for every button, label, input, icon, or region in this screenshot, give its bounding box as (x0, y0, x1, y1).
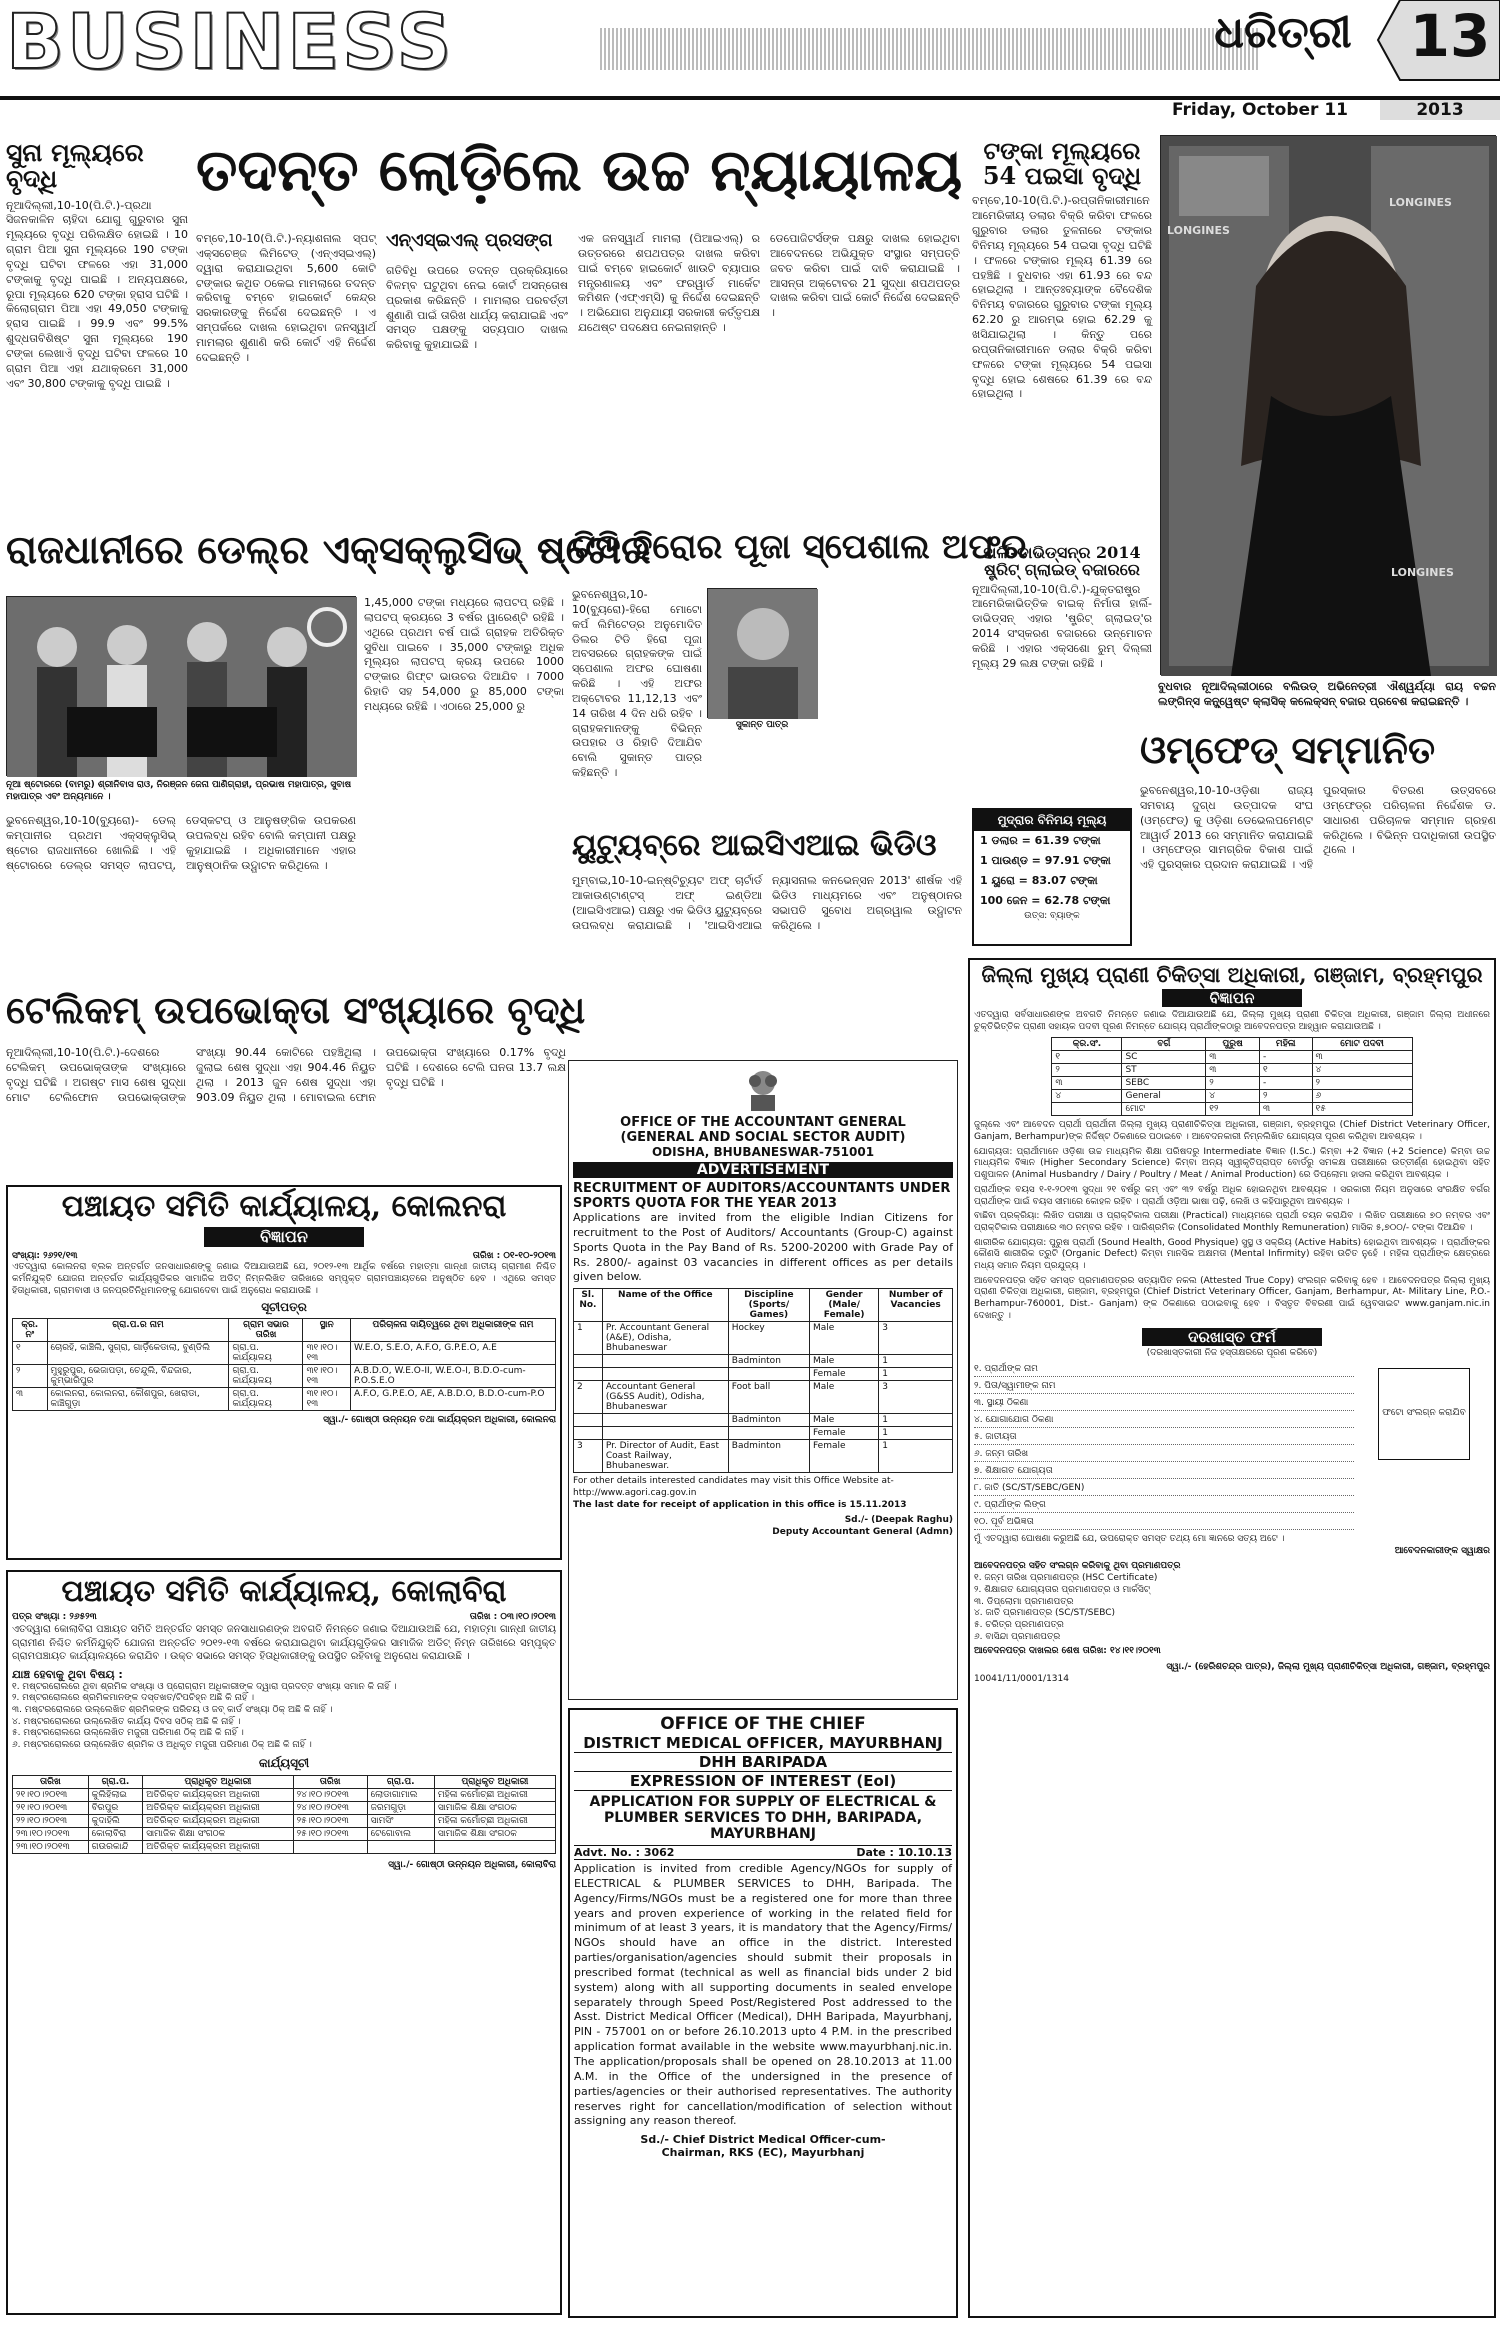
rate-row: 1 ପାଉଣ୍ଡ = 97.91 ଟଙ୍କା (980, 854, 1111, 867)
table-row (574, 1355, 953, 1368)
story-text: ନୂଆଦିଲ୍ଲୀ,10-10(ପି.ଟି.)-ଯୁକ୍ତରାଷ୍ଟ୍ର ଆମେରିକାଭିତ୍ତିକ ବାଇକ୍ ନିର୍ମାତା ହାର୍ଲି-ଡାଭିଡ୍ସନ୍ ଏହାର 'ଷ୍ଟ୍ରିଟ୍ ଗ୍ଲାଇଡ୍'ର 2014 ସଂସ୍କରଣ ବଜାରରେ ଉନ୍ମୋଚନ କରିଛି । ଏହାର ଏକ୍ସଶୋ ରୁମ୍ ଦିଲ୍ଲୀ ମୂଲ୍ୟ 29 ଲକ୍ଷ ଟଙ୍କା ରହିଛି । (972, 582, 1152, 670)
ad-signature: Sd./- Chief District Medical Officer-cum- (640, 2133, 886, 2147)
story-text: ନୂଆଦିଲ୍ଲୀ,10-10(ପି.ଟି.)-ପ୍ରଥା ସିଜନକାଳିନ ଚାହିଦା ଯୋଗୁ ଗୁରୁବାର ସୁନା ମୂଲ୍ୟରେ ବୃଦ୍ଧି ପରିଲକ୍ଷିତ ହୋଇଛି । 10 ଗ୍ରାମ ପିଆ ସୁନା ମୂଲ୍ୟରେ 190 ଟଙ୍କା ବୃଦ୍ଧି ଘଟିବା ଫଳରେ ଏହା 31,000 ଟଙ୍କାକୁ ବୃଦ୍ଧି ପାଇଛି । ଅନ୍ୟପକ୍ଷରେ, ରୂପା ମୂଲ୍ୟରେ 620 ଟଙ୍କା ହ୍ରାସ ଘଟିଛି । କିଲୋଗ୍ରାମ ପିଆ ଏହା 49,050 ଟଙ୍କାକୁ ହ୍ରାସ ପାଇଛି । 99.9 ଏବଂ 99.5% ଶୁଦ୍ଧତାବିଶିଷ୍ଟ ସୁନା ମୂଲ୍ୟରେ 190 ଟଙ୍କା ଲେଖାଏଁ ବୃଦ୍ଧି ଘଟିବା ଫଳରେ 10 ଗ୍ରାମ ପିଆ ଏହା ଯଥାକ୍ରମେ 31,000 ଏବଂ 30,800 ଟଙ୍କାକୁ ବୃଦ୍ଧି ପାଇଛି । (6, 198, 188, 390)
ad-date: ତାରିଖ : ୦୧-୧୦-୨୦୧୩ (472, 1250, 556, 1261)
table-cell (602, 1414, 728, 1427)
exchange-rates-box (972, 808, 1132, 946)
form-field[interactable]: ୧. ପ୍ରାର୍ଥୀଙ୍କ ନାମ (974, 1364, 1354, 1377)
table-cell (1052, 1103, 1122, 1116)
photo-box-label: ଫଟୋ ସଂଲଗ୍ନ କରାଯିବ (1382, 1408, 1466, 1419)
table-cell: ୨୧।୧୦।୨୦୧୩ (13, 1788, 89, 1801)
ad-paragraph: ଶାରୀରିକ ଯୋଗ୍ୟତା: ପୁରୁଷ ପ୍ରାର୍ଥୀ (Sound Health, Good Physique) ସୁସ୍ଥ ଓ ସକ୍ରିୟ (Active Habits) ହୋଇଥିବା ଆବଶ୍ୟକ । ପ୍ରାର୍ଥୀଙ୍କର କୌଣସି ଶାରୀରିକ ତ୍ରୁଟି (Organic Defect) କିମ୍ବା ମାନସିକ ଅକ୍ଷମତା (Mental Infirmity) ରହିବା ଉଚିତ ନୁହେଁ । ମହିଳା ପ୍ରାର୍ଥୀଙ୍କ କ୍ଷେତ୍ରରେ ମଧ୍ୟ ସମାନ ନିୟମ ପ୍ରଯୁଜ୍ୟ । (974, 1237, 1490, 1271)
table-cell: SEBC (1122, 1077, 1206, 1090)
table-header: ପ୍ରାଧିକୃତ ଅଧିକାରୀ (434, 1775, 555, 1788)
table-cell: ST (1122, 1064, 1206, 1077)
table-cell: ଲୋଡାଗାମାଲ (367, 1788, 434, 1801)
ad-paragraph: ଆବେଦନପତ୍ର ସହିତ ସମସ୍ତ ପ୍ରମାଣପତ୍ରର ସତ୍ୟାପିତ ନକଲ (Attested True Copy) ସଂଲଗ୍ନ କରିବାକୁ ହେବ । ଆବେଦନପତ୍ର ଜିଲ୍ଲା ମୁଖ୍ୟ ପ୍ରାଣୀ ଚିକିତ୍ସା ଅଧିକାରୀ, ଗଞ୍ଜାମ, ବ୍ରହ୍ମପୁର (Chief District Veterinary Officer, Ganjam, Berhampur, At- Military Line, P.O.- Berhampur-760001, Dist.- Ganjam) ଙ୍କ ଠିକଣାରେ ପଠାଇବାକୁ ହେବ । ବିସ୍ତୃତ ବିବରଣୀ ପାଇଁ ୱେବସାଇଟ www.ganjam.nic.in ଦେଖନ୍ତୁ । (974, 1275, 1490, 1321)
story-col-2: ଗତିବିଧି ଉପରେ ତଦନ୍ତ ପ୍ରକ୍ରିୟାରେ ବିଳମ୍ବ ଘଟୁଥିବା ନେଇ କୋର୍ଟ ଅସନ୍ତୋଷ ପ୍ରକାଶ କରିଛନ୍ତି । ମାମଲାର ପରବର୍ତ୍ତୀ ଶୁଣାଣି ପାଇଁ ତାରିଖ ଧାର୍ଯ୍ୟ କରାଯାଇଛି ଏବଂ ସମସ୍ତ ପକ୍ଷଙ୍କୁ ସତ୍ୟପାଠ ଦାଖଲ କରିବାକୁ କୁହାଯାଇଛି । (386, 264, 568, 352)
table-cell: Female (809, 1427, 878, 1440)
ad-intro: ଏତଦ୍ୱାରା ସର୍ବସାଧାରଣଙ୍କ ଅବଗତି ନିମନ୍ତେ ଜଣାଇ ଦିଆଯାଉଅଛି ଯେ, ଜିଲ୍ଲା ମୁଖ୍ୟ ପ୍ରାଣୀ ଚିକିତ୍ସା ଅଧିକାରୀ, ଗଞ୍ଜାମ ଜିଲ୍ଲା ଅଧୀନରେ ଚୁକ୍ତିଭିତ୍ତିକ ପ୍ରାଣୀ ସହାୟକ ପଦବୀ ପୂରଣ ନିମନ୍ତେ ଯୋଗ୍ୟ ପ୍ରାର୍ଥୀଙ୍କଠାରୁ ଆବେଦନପତ୍ର ଆହ୍ୱାନ କରାଯାଉଅଛି । (974, 1010, 1490, 1032)
ad-line-5: APPLICATION FOR SUPPLY OF ELECTRICAL & PLUMBER SERVICES TO DHH, BARIPADA, MAYURBHANJ (589, 1794, 937, 1842)
table-cell: ସାମାଜିକ ଶିକ୍ଷା ସଂଗଠକ (143, 1827, 293, 1840)
vacancy-table (573, 1288, 953, 1473)
table-cell: Pr. Accountant General (A&E), Odisha, Bhubaneswar (602, 1322, 728, 1355)
table-cell: ଅତିରିକ୍ତ କାର୍ଯ୍ୟକ୍ରମ ଅଧିକାରୀ (143, 1788, 293, 1801)
omfed-story (1140, 727, 1496, 945)
table-cell: 1 (879, 1368, 953, 1381)
masthead-stripe (600, 28, 1260, 70)
table-header: Name of the Office (602, 1289, 728, 1322)
ad-line-4: EXPRESSION OF INTEREST (EoI) (574, 1771, 952, 1791)
ad-signature-title: Chairman, RKS (EC), Mayurbhanj (661, 2146, 865, 2160)
check-item: ୨. ମଷ୍ଟରରୋଲରେ ଶ୍ରମିକମାନଙ୍କ ଦସ୍ତଖତ/ଟିପଚିହ୍ନ ଅଛି କି ନାହିଁ । (12, 1693, 255, 1704)
table-cell: Badminton (728, 1355, 809, 1368)
story-text: ମୁମ୍ବାଇ,10-10-ଇନ୍ଷ୍ଟିଚ୍ୟୁଟ ଅଫ୍ ଚାର୍ଟାର୍ଡ ଆକାଉଣ୍ଟାଣ୍ଟସ୍ ଅଫ୍ ଇଣ୍ଡିଆ (ଆଇସିଏଆଇ) ପକ୍ଷରୁ ଏକ ଭିଡିଓ ୟୁଟ୍ୟୁବ୍ରେ ଉପଲବ୍ଧ କରାଯାଇଛି । 'ଆଇସିଏଆଇ ନ୍ୟାସନାଲ କନଭେନ୍ସନ 2013' ଶୀର୍ଷକ ଏହି ଭିଡିଓ ମାଧ୍ୟମରେ ଏବଂ ଅନୁଷ୍ଠାନର ସଭାପତି ସୁବୋଧ ଅଗ୍ରୱାଲ ଉଦ୍ଘାଟନ କରିଥିଲେ । (572, 874, 962, 932)
dell-photo (6, 596, 356, 776)
photo-figure (1161, 136, 1497, 676)
table-row (13, 1801, 556, 1814)
table-cell: A.B.D.O, W.E.O-II, W.E.O-I, B.D.O-cum-P.O.S.E.O (350, 1365, 555, 1388)
table-cell (728, 1427, 809, 1440)
form-field[interactable]: ୫. ଜାତୀୟତା (974, 1432, 1354, 1445)
table-cell: କୋଲନରା, କୋଲନରା, କୌଶପୁର, ଖେରାଡା, କାଞ୍ଚିଗୁଡ଼ା (47, 1388, 229, 1411)
ad-date: Date : 10.10.13 (856, 1846, 952, 1859)
table-row (13, 1342, 556, 1365)
headline: ତଦନ୍ତ ଲୋଡ଼ିଲେ ଉଚ୍ଚ ନ୍ୟାୟାଳୟ (196, 136, 963, 204)
table-cell: ୧୫ (1312, 1103, 1412, 1116)
table-cell: A.F.O, G.P.E.O, AE, A.B.D.O, B.D.O-cum-P.O (350, 1388, 555, 1411)
table-cell: ସାମାଜିକ ଶିକ୍ଷା ସଂଗଠକ (434, 1827, 555, 1840)
form-fields (974, 1364, 1354, 1530)
table-cell: ୨୫।୧୦।୨୦୧୩ (293, 1827, 367, 1840)
headline: ସୁନା ମୂଲ୍ୟରେ ବୃଦ୍ଧି (6, 138, 144, 194)
table-header: ଗ୍ରା.ପ. (367, 1775, 434, 1788)
telecom-story (6, 987, 586, 1180)
table-cell: SC (1122, 1051, 1206, 1064)
headline: ଟେଲିକମ୍ ଉପଭୋକ୍ତା ସଂଖ୍ୟାରେ ବୃଦ୍ଧି (6, 987, 586, 1032)
headline: ହାର୍ଲି-ଡାଭିଡ୍ସନ୍ର 2014 ଷ୍ଟ୍ରିଟ୍ ଗ୍ଲାଇଡ୍ ବଜାରରେ (983, 543, 1141, 579)
story-col-4: ଡେପୋଜିଟର୍ସଙ୍କ ପକ୍ଷରୁ ଦାଖଲ ହୋଇଥିବା ଆବେଦନରେ ଅଭିଯୁକ୍ତ ସଂସ୍ଥାର ସମ୍ପତ୍ତି ଜବତ କରିବା ପାଇଁ ଦାବି କରାଯାଇଛି । ଆସନ୍ତା ଅକ୍ଟୋବର 21 ସୁଦ୍ଧା ଶପଥପତ୍ର ଦାଖଲ କରିବା ପାଇଁ କୋର୍ଟ ନିର୍ଦ୍ଦେଶ ଦେଇଛନ୍ତି । (770, 232, 960, 320)
headline: ଟିଡି ହିରୋର ପୂଜା ସ୍ପେଶାଲ ଅଫର (572, 527, 1027, 567)
ad-title: ପଞ୍ଚାୟତ ସମିତି କାର୍ଯ୍ୟାଳୟ, କୋଲନରା (61, 1189, 507, 1224)
table-cell (434, 1840, 555, 1853)
signature-label: ଆବେଦନକାରୀଙ୍କ ସ୍ୱାକ୍ଷର (1394, 1545, 1490, 1556)
table-cell: ଟେଗୋବାଲ (367, 1827, 434, 1840)
table-header: ଗ୍ରା.ପ.ର ନାମ (47, 1319, 229, 1342)
form-field[interactable]: ୨. ପିତା/ସ୍ୱାମୀଙ୍କ ନାମ (974, 1381, 1354, 1394)
table-cell: General (1122, 1090, 1206, 1103)
doc-item: ୬. ବାସିନ୍ଦା ପ୍ରମାଣପତ୍ର (974, 1631, 1061, 1642)
table-cell: କୋଲାବିରା (88, 1827, 143, 1840)
ad-line-4: ADVERTISEMENT (573, 1162, 953, 1178)
panchayat-kolnara-ad (6, 1185, 562, 1560)
table-cell: Hockey (728, 1322, 809, 1355)
table-cell: ୬ (1312, 1090, 1412, 1103)
table-cell: - (1259, 1051, 1312, 1064)
table-header: ଗ୍ରା.ପ. (88, 1775, 143, 1788)
cdvo-ganjam-ad (968, 958, 1496, 2318)
table-cell: ମୁହୁରୁପୁର, ଭେଜାପଡ଼ା, ଚେନ୍ଦୁଲି, ବିନ୍ଦଜାର, କୁମ୍ଭାରିପୁର (47, 1365, 229, 1388)
table-row (1052, 1051, 1412, 1064)
panchayat-kolabira-ad (6, 1570, 562, 2315)
rate-row: 100 ଜେନ = 62.78 ଟଙ୍କା (980, 894, 1111, 907)
table-cell (728, 1368, 809, 1381)
rate-row: 1 ୟୁରୋ = 83.07 ଟଙ୍କା (980, 874, 1098, 887)
headline: ରାଜଧାନୀରେ ଡେଲ୍ର ଏକ୍ସକ୍ଲୁସିଭ୍ ଷ୍ଟୋର (6, 527, 651, 573)
table-cell: ୨ (1312, 1077, 1412, 1090)
table-cell: ଗ୍ରା.ପ. କାର୍ଯ୍ୟାଳୟ (229, 1365, 303, 1388)
table-row (1052, 1103, 1412, 1116)
table-cell: ୨ (1259, 1090, 1312, 1103)
ad-ref-row (12, 1251, 556, 1263)
ad-date: ତାରିଖ : ୦୩।୧୦।୨୦୧୩ (469, 1611, 556, 1622)
table-cell: ୧ (13, 1342, 48, 1365)
dell-photo-figure (7, 597, 357, 777)
last-date: ଆବେଦନପତ୍ର ଦାଖଲର ଶେଷ ତାରିଖ: ୧୪।୧୧।୨୦୧୩ (974, 1646, 1161, 1657)
table-cell (602, 1368, 728, 1381)
table-cell: ଅତିରିକ୍ତ କାର୍ଯ୍ୟକ୍ରମ ଅଧିକାରୀ (143, 1840, 293, 1853)
table-cell: Female (809, 1440, 878, 1473)
check-item: ୩. ମଷ୍ଟରରୋଲରେ ଉଲ୍ଲେଖିତ ଶ୍ରମିକଙ୍କ ପରିଚୟ ଓ ଜବ୍ କାର୍ଡ ସଂଖ୍ୟା ଠିକ୍ ଅଛି କି ନାହିଁ । (12, 1705, 333, 1716)
masthead (0, 0, 1500, 120)
table-cell: ୨୧।୧୦।୨୦୧୩ (13, 1801, 89, 1814)
table-cell: Male (809, 1322, 878, 1355)
table-cell: Male (809, 1381, 878, 1414)
rates-title: ମୁଦ୍ରାର ବିନିମୟ ମୂଲ୍ୟ (974, 810, 1130, 831)
table-row (13, 1814, 556, 1827)
headline: ୟୁଟ୍ୟୁବ୍ରେ ଆଇସିଏଆଇ ଭିଡିଓ (572, 828, 937, 863)
table-header: Sl. No. (574, 1289, 603, 1322)
table-cell: 1 (879, 1355, 953, 1368)
kolnara-schedule-table (12, 1318, 556, 1411)
form-field[interactable]: ୯. ପ୍ରାର୍ଥୀଙ୍କ ଲିଙ୍ଗ (974, 1500, 1354, 1513)
form-field[interactable]: ୩. ସ୍ଥାୟୀ ଠିକଣା (974, 1398, 1354, 1411)
table-cell: ଗ୍ରା.ପ. କାର୍ଯ୍ୟାଳୟ (229, 1388, 303, 1411)
table-header: Gender (Male/ Female) (809, 1289, 878, 1322)
table-cell: 3 (879, 1381, 953, 1414)
table-cell: ୧ (1259, 1064, 1312, 1077)
ad-line-1: OFFICE OF THE CHIEF (660, 1714, 866, 1734)
ad-ref: ସଂଖ୍ୟା: ୨୬୨୧/୧୩ (12, 1250, 78, 1261)
dell-text-2: 1,45,000 ଟଙ୍କା ମଧ୍ୟରେ ଲାପଟପ୍ ରହିଛି । ଲାପଟପ୍ କ୍ରୟରେ 3 ବର୍ଷର ୱାରେଣ୍ଟି ରହିଛି । ଏଥିରେ ପ୍ରଥମ ବର୍ଷ ପାଇଁ ଗ୍ରାହକ ଅତିରିକ୍ତ ସୁବିଧା ପାଇବେ । 35,000 ଟଙ୍କାରୁ ଅଧିକ ମୂଲ୍ୟର ଲାପଟପ୍ କ୍ରୟ ଉପରେ 1000 ଟଙ୍କାର ଗିଫ୍ଟ ଭାଉଚର ଦିଆଯିବ । 7000 ରିହାତି ସହ 54,000 ରୁ 85,000 ଟଙ୍କା ମଧ୍ୟରେ ରହିଛି । ଏଠାରେ 25,000 ରୁ (364, 596, 564, 713)
check-item: ୬. ମଷ୍ଟରରୋଲରେ ଉଲ୍ଲେଖିତ ଶ୍ରମିକ ଓ ଅଧିକୃତ ମଜୁରୀ ପରିମାଣ ଠିକ୍ ଅଛି କି ନାହିଁ । (12, 1740, 312, 1751)
doc-item: ୧. ଜନ୍ମ ତାରିଖ ପ୍ରମାଣପତ୍ର (HSC Certificate) (974, 1573, 1158, 1584)
application-form (974, 1364, 1490, 1530)
table-cell (574, 1368, 603, 1381)
table-cell: Badminton (728, 1414, 809, 1427)
table-header: କ୍ର. ନଂ (13, 1319, 48, 1342)
table-row (13, 1788, 556, 1801)
table-cell: ୩ (1052, 1077, 1122, 1090)
form-subtitle: (ଦରଖାସ୍ତକାରୀ ନିଜ ହସ୍ତାକ୍ଷରରେ ପୂରଣ କରିବେ) (1146, 1348, 1318, 1359)
table-cell: ୨୨।୧୦।୨୦୧୩ (13, 1814, 89, 1827)
ad-ref: Advt. No. : 3062 (574, 1846, 675, 1859)
table-cell: W.E.O, S.E.O, A.F.O, G.P.E.O, A.E (350, 1342, 555, 1365)
table-cell: ୨୩।୧୦।୨୦୧୩ (13, 1827, 89, 1840)
table-header: କ୍ର.ସଂ. (1052, 1038, 1122, 1051)
table-cell: ୩୧।୧୦।୧୩ (303, 1365, 351, 1388)
table-header: ପୁରୁଷ (1206, 1038, 1260, 1051)
ad-sub2: କାର୍ଯ୍ୟସୂଚୀ (258, 1755, 310, 1770)
story-text: ନୂଆଦିଲ୍ଲୀ,10-10(ପି.ଟି.)-ଦେଶରେ ଟେଲିକମ୍ ଉପଭୋକ୍ତାଙ୍କ ସଂଖ୍ୟାରେ ବୃଦ୍ଧି ଘଟିଛି । ଅଗଷ୍ଟ ମାସ ଶେଷ ସୁଦ୍ଧା ମୋଟ ଟେଲିଫୋନ ଉପଭୋକ୍ତାଙ୍କ ସଂଖ୍ୟା 90.44 କୋଟିରେ ପହଞ୍ଚିଥିଲା । ଜୁଲାଇ ଶେଷ ସୁଦ୍ଧା ଏହା 904.46 ନିୟୁତ ଥିଲା । 2013 ଜୁନ ଶେଷ ସୁଦ୍ଧା ଏହା 903.09 ନିୟୁତ ଥିଲା । ମୋବାଇଲ ଫୋନ ଉପଭୋକ୍ତା ସଂଖ୍ୟାରେ 0.17% ବୃଦ୍ଧି ଘଟିଛି । ଦେଶରେ ଟେଲି ଘନତା 13.7 ଲକ୍ଷ ବୃଦ୍ଧି ଘଟିଛି । (6, 1046, 566, 1104)
table-cell: ଗଉରକାନ୍ଦି (88, 1840, 143, 1853)
table-cell: Male (809, 1355, 878, 1368)
table-header: ଗ୍ରାମ ସଭାର ତାରିଖ (229, 1319, 303, 1342)
table-cell: 3 (574, 1440, 603, 1473)
story-col-3: ଏକ ଜନସ୍ୱାର୍ଥ ମାମଲା (ପିଆଇଏଲ୍) ର ଉତ୍ତରରେ ଶପଥପତ୍ର ଦାଖଲ କରିବା ପାଇଁ ବମ୍ବେ ହାଇକୋର୍ଟ ଖାଉଟି ବ୍ୟାପାର ମନ୍ତ୍ରଣାଳୟ ଏବଂ ଫରୱାର୍ଡ ମାର୍କେଟ କମିଶନ (ଏଫ୍ଏମ୍ସି) କୁ ନିର୍ଦ୍ଦେଶ ଦେଇଛନ୍ତି । ଅଭିଯୋଗ ଅନୁଯାୟୀ ସରକାରୀ କର୍ତ୍ତୃପକ୍ଷ ଯଥେଷ୍ଟ ପଦକ୍ଷେପ ନେଇନାହାନ୍ତି । (578, 232, 760, 335)
form-field[interactable]: ୮. ଜାତି (SC/ST/SEBC/GEN) (974, 1483, 1354, 1496)
photo-box (1378, 1368, 1470, 1460)
table-cell: ୨ (13, 1365, 48, 1388)
court-story (196, 136, 963, 522)
ad-line-1: OFFICE OF THE ACCOUNTANT GENERAL (620, 1115, 906, 1130)
ad-line-3: ODISHA, BHUBANESWAR-751001 (651, 1145, 875, 1159)
puja-text: ଭୁବନେଶ୍ୱର,10-10(ବ୍ୟୁରୋ)-ହିରୋ ମୋଟୋ କର୍ପ ଲିମିଟେଡ୍ର ଅନୁମୋଦିତ ଡିଲର ଟିଡି ହିରୋ ପୂଜା ଅବସରରେ ଗ୍ରାହକଙ୍କ ପାଇଁ ସ୍ପେଶାଲ ଅଫର ଘୋଷଣା କରିଛି । ଏହି ଅଫର ଅକ୍ଟୋବର 11,12,13 ଏବଂ 14 ତାରିଖ 4 ଦିନ ଧରି ରହିବ । ଗ୍ରାହକମାନଙ୍କୁ ବିଭିନ୍ନ ଉପହାର ଓ ରିହାତି ଦିଆଯିବ ବୋଲି ସୁକାନ୍ତ ପାତ୍ର କହିଛନ୍ତି । (572, 588, 702, 780)
headline: ଟଙ୍କା ମୂଲ୍ୟରେ 54 ପଇସା ବୃଦ୍ଧି (982, 136, 1142, 191)
table-cell: 2 (574, 1381, 603, 1414)
table-cell: 3 (879, 1322, 953, 1355)
story-col-1: ବମ୍ବେ,10-10(ପି.ଟି.)-ନ୍ୟାଶନାଲ ସ୍ପଟ୍ ଏକ୍ସଚେଞ୍ଜ ଲିମିଟେଡ୍ (ଏନ୍ଏସ୍ଇଏଲ୍) ଦ୍ୱାରା କରାଯାଇଥିବା 5,600 କୋଟି ଟଙ୍କାର କଥିତ ଠକେଇ ମାମଲାରେ ତଦନ୍ତ କରିବାକୁ ବମ୍ବେ ହାଇକୋର୍ଟ କେନ୍ଦ୍ର ସରକାରଙ୍କୁ ନିର୍ଦ୍ଦେଶ ଦେଇଛନ୍ତି । ଏ ସମ୍ପର୍କରେ ଦାଖଲ ହୋଇଥିବା ଜନସ୍ୱାର୍ଥ ମାମଲାର ଶୁଣାଣି କରି କୋର୍ଟ ଏହି ନିର୍ଦ୍ଦେଶ ଦେଇଛନ୍ତି । (196, 232, 376, 364)
photo-sign-3: LONGINES (1391, 566, 1454, 579)
table-cell: ୨୫।୧୦।୨୦୧୩ (293, 1814, 367, 1827)
table-cell: ୩ (1206, 1051, 1260, 1064)
table-row (574, 1414, 953, 1427)
headline: ଓମ୍ଫେଡ୍ ସମ୍ମାନିତ (1140, 727, 1436, 772)
table-cell: ୩ (1312, 1051, 1412, 1064)
cdmo-ad (568, 1708, 958, 2318)
table-cell: ୩୧।୧୦।୧୩ (303, 1342, 351, 1365)
table-cell (574, 1414, 603, 1427)
ad-body: ଏତଦ୍ୱାରା କୋଲାବିରା ପଞ୍ଚାୟତ ସମିତି ଅନ୍ତର୍ଗତ ସମସ୍ତ ଜନସାଧାରଣଙ୍କ ଅବଗତି ନିମନ୍ତେ ଜଣାଇ ଦିଆଯାଉଅଛି ଯେ, ମହାତ୍ମା ଗାନ୍ଧୀ ଜାତୀୟ ଗ୍ରାମୀଣ ନିଶ୍ଚିତ କର୍ମନିଯୁକ୍ତି ଯୋଜନା ଅନ୍ତର୍ଗତ ୨୦୧୨-୧୩ ବର୍ଷରେ କରାଯାଇଥିବା କାର୍ଯ୍ୟଗୁଡ଼ିକର ସାମାଜିକ ଅଡିଟ୍ ନିମ୍ନ ତାରିଖରେ ସମ୍ପୃକ୍ତ ଗ୍ରାମପଞ୍ଚାୟତ କାର୍ଯ୍ୟାଳୟରେ କରାଯିବ । ଉକ୍ତ ସଭାରେ ସମସ୍ତ ହିତାଧିକାରୀଙ୍କୁ ଉପସ୍ଥିତ ରହିବାକୁ ଅନୁରୋଧ କରାଯାଉଛି । (12, 1624, 556, 1663)
table-cell: ୩ (13, 1388, 48, 1411)
doc-item: ୨. ଶିକ୍ଷାଗତ ଯୋଗ୍ୟତାର ପ୍ରମାଣପତ୍ର ଓ ମାର୍କସିଟ୍ (974, 1584, 1150, 1595)
ad-title: ଜିଲ୍ଲା ମୁଖ୍ୟ ପ୍ରାଣୀ ଚିକିତ୍ସା ଅଧିକାରୀ, ଗଞ୍ଜାମ, ବ୍ରହ୍ମପୁର (981, 962, 1483, 987)
table-cell: କୁଦାହିଲି (88, 1814, 143, 1827)
ad-line-2: (GENERAL AND SOCIAL SECTOR AUDIT) (620, 1130, 906, 1145)
puja-caption: ସୁକାନ୍ତ ପାତ୍ର (735, 720, 789, 730)
story-text: ଭୁବନେଶ୍ୱର,10-10-ଓଡ଼ିଶା ରାଜ୍ୟ ସମବାୟ ଦୁଗ୍ଧ ଉତ୍ପାଦକ ସଂଘ (ଓମ୍ଫେଡ୍) କୁ ଓଡ଼ିଶା ଡେଭେଲପମେଣ୍ଟ ଆୱାର୍ଡ 2013 ରେ ସମ୍ମାନିତ କରାଯାଇଛି । ଓମ୍ଫେଡ୍ର ସାମଗ୍ରିକ ବିକାଶ ପାଇଁ ଏହି ପୁରସ୍କାର ପ୍ରଦାନ କରାଯାଇଛି । ଏହି ପୁରସ୍କାର ବିତରଣ ଉତ୍ସବରେ ଓମ୍ଫେଡ୍ର ପରିଚାଳନା ନିର୍ଦ୍ଦେଶକ ଡ. ସାଧାରଣ ପରିଚାଳକ ସମ୍ମାନ ଗ୍ରହଣ କରିଥିଲେ । ବିଭିନ୍ନ ପଦାଧିକାରୀ ଉପସ୍ଥିତ ଥିଲେ । (1140, 784, 1496, 872)
form-title: ଦରଖାସ୍ତ ଫର୍ମ (1142, 1328, 1322, 1346)
table-row (574, 1440, 953, 1473)
doc-item: ୫. ଚରିତ୍ର ପ୍ରମାଣପତ୍ର (974, 1619, 1064, 1630)
table-row (13, 1827, 556, 1840)
ad-signature: ସ୍ୱା./- ଗୋଷ୍ଠୀ ଉନ୍ନୟନ ଅଧିକାରୀ, କୋଲାବିରା (388, 1859, 556, 1870)
ad-paragraph: ଯୋଗ୍ୟତା: ପ୍ରାର୍ଥୀମାନେ ଓଡ଼ିଶା ଉଚ୍ଚ ମାଧ୍ୟମିକ ଶିକ୍ଷା ପରିଷଦରୁ Intermediate ବିଜ୍ଞାନ (I.Sc.) କିମ୍ବା +2 ବିଜ୍ଞାନ (+2 Science) କିମ୍ବା ଉଚ୍ଚ ମାଧ୍ୟମିକ ବିଜ୍ଞାନ (Higher Secondary Science) କିମ୍ବା ଅନ୍ୟ ସ୍ୱୀକୃତିପ୍ରାପ୍ତ ବୋର୍ଡରୁ ସମକକ୍ଷ ପରୀକ୍ଷାରେ ଉତ୍ତୀର୍ଣ୍ଣ ହୋଇଥିବା ସହିତ ପଶୁପାଳନ (Animal Husbandry / Dairy / Poultry / Meat / Animal Production) ରେ ଡିପ୍ଲୋମା ହାସଲ କରିଥିବା ଆବଶ୍ୟକ । (974, 1146, 1490, 1181)
table-row (1052, 1077, 1412, 1090)
table-header: ସ୍ଥାନ (303, 1319, 351, 1342)
person-figure (708, 589, 818, 719)
table-cell: ୩୧।୧୦।୧୩ (303, 1388, 351, 1411)
check-item: ୧. ମଷ୍ଟରରୋଲରେ ଥିବା ଶ୍ରମିକ ସଂଖ୍ୟା ଓ ପ୍ରୋଗ୍ରାମ ଅଧିକାରୀଙ୍କ ଦ୍ୱାରା ପ୍ରଦତ୍ତ ସଂଖ୍ୟା ସମାନ କି ନାହିଁ । (12, 1681, 397, 1692)
table-cell: ବିରପୁର (88, 1801, 143, 1814)
table-cell: Male (809, 1414, 878, 1427)
table-row (574, 1368, 953, 1381)
table-cell: ମୋଟ (1122, 1103, 1206, 1116)
ad-signature-title: Deputy Accountant General (Admn) (772, 1526, 953, 1537)
table-cell (602, 1355, 728, 1368)
ad-paragraph: ପ୍ରାର୍ଥୀଙ୍କ ବୟସ ୧-୧-୨୦୧୩ ସୁଦ୍ଧା ୨୧ ବର୍ଷରୁ କମ୍ ଏବଂ ୩୨ ବର୍ଷରୁ ଅଧିକ ହୋଇନଥିବା ଆବଶ୍ୟକ । ସରକାରୀ ନିୟମ ଅନୁସାରେ ସଂରକ୍ଷିତ ବର୍ଗର ପ୍ରାର୍ଥୀଙ୍କ ପାଇଁ ବୟସ ସୀମାରେ କୋହଳ ରହିବ । ପ୍ରାର୍ଥୀ ଓଡ଼ିଆ ଭାଷା ପଢ଼ି, ଲେଖି ଓ କହିପାରୁଥିବା ଆବଶ୍ୟକ । (974, 1184, 1490, 1207)
table-cell (574, 1427, 603, 1440)
ad-ref-row (12, 1612, 556, 1624)
youtube-story (572, 830, 962, 990)
table-row (13, 1388, 556, 1411)
puja-photo (707, 588, 817, 718)
table-header: ତାରିଖ (13, 1775, 89, 1788)
page-number-box (1378, 0, 1500, 80)
dell-caption: ନୂଆ ଷ୍ଟୋରରେ (ବାମରୁ) ଶ୍ରୀନିବାସ ରାଓ, ନିରଞ୍ଜନ ଜେନା ପାଣିଗ୍ରାହୀ, ପ୍ରଭାଷ ମହାପାତ୍ର, ସୁବାଷ ମହାପାତ୍ର ଏବଂ ଅନ୍ୟମାନେ । (6, 780, 352, 802)
table-cell: Female (809, 1368, 878, 1381)
table-cell: ୨୪।୧୦।୨୦୧୩ (293, 1788, 367, 1801)
table-row (13, 1840, 556, 1853)
table-header: Number of Vacancies (879, 1289, 953, 1322)
ad-code: 10041/11/0001/1314 (974, 1673, 1069, 1684)
ad-signature: Sd./- (Deepak Raghu) (844, 1515, 953, 1526)
celebrity-photo (1160, 135, 1496, 675)
ad-line-3: DHH BARIPADA (574, 1752, 952, 1771)
table-cell: ୩ (1259, 1103, 1312, 1116)
table-cell: 1 (879, 1414, 953, 1427)
table-cell: 1 (574, 1322, 603, 1355)
ad-line-2: DISTRICT MEDICAL OFFICER, MAYURBHANJ (583, 1734, 943, 1752)
section-title: BUSINESS (6, 0, 455, 86)
paper-name: ଧରିତ୍ରୀ (1214, 7, 1352, 58)
table-row (574, 1322, 953, 1355)
check-item: ୪. ମଷ୍ଟରରୋଲରେ ଉଲ୍ଲେଖିତ କାର୍ଯ୍ୟ ଦିବସ ସଠିକ୍ ଅଛି କି ନାହିଁ । (12, 1716, 241, 1727)
ad-last-date: The last date for receipt of application in this office is 15.11.2013 (573, 1499, 907, 1510)
photo-sign-2: LONGINES (1389, 196, 1452, 209)
ad-paragraph: ଜୁଲ୍ଲେ ଏବଂ ଆବେଦନ ପ୍ରାର୍ଥୀ ପ୍ରାର୍ଥୀନୀ ଜିଲ୍ଲା ମୁଖ୍ୟ ପ୍ରାଣୀଚିକିତ୍ସା ଅଧିକାରୀ, ଗଞ୍ଜାମ, ବ୍ରହ୍ମପୁର (Chief District Veterinary Officer, Ganjam, Berhampur)ଙ୍କ ନିର୍ଦ୍ଦିଷ୍ଟ ଠିକଣାରେ ପଠାଇବେ । ଆବେଦନକାରୀ ନିମ୍ନଲିଖିତ ଯୋଗ୍ୟତା ପୂରଣ କରିଥିବା ଆବଶ୍ୟକ । (974, 1120, 1490, 1143)
form-field[interactable]: ୧୦. ପୂର୍ବ ଅଭିଜ୍ଞତା (974, 1517, 1354, 1530)
table-row (1052, 1064, 1412, 1077)
table-row (574, 1381, 953, 1414)
table-cell: ୧୨ (1206, 1103, 1260, 1116)
table-cell: - (1259, 1077, 1312, 1090)
table-header: ମୋଟ ପଦବୀ (1312, 1038, 1412, 1051)
puja-story (572, 527, 1027, 795)
table-cell: ସାମାଜିକ ଶିକ୍ଷା ସଂଗଠକ (434, 1801, 555, 1814)
harley-story (972, 545, 1152, 755)
table-cell: କୁଲିହିଲାଇ (88, 1788, 143, 1801)
table-cell: ଗ୍ରା.ପ. କାର୍ଯ୍ୟାଳୟ (229, 1342, 303, 1365)
ad-sub2: ସୂଚୀପତ୍ର (261, 1300, 307, 1315)
table-row (574, 1427, 953, 1440)
table-header: Discipline (Sports/ Games) (728, 1289, 809, 1322)
rupee-story (972, 138, 1152, 538)
doc-item: ୩. ଡିପ୍ଲୋମା ପ୍ରମାଣପତ୍ର (974, 1596, 1074, 1607)
emblem-icon (743, 1065, 783, 1115)
table-cell: Foot ball (728, 1381, 809, 1414)
table-cell: ମହିଳା କର୍ମୋଚ୍ଛୀ ଅଧିକାରୀ (434, 1788, 555, 1801)
table-cell: ୪ (1052, 1090, 1122, 1103)
ad-subtitle: ବିଜ୍ଞାପନ (1162, 989, 1302, 1007)
doc-item: ୪. ଜାତି ପ୍ରମାଣପତ୍ର (SC/ST/SEBC) (974, 1608, 1116, 1619)
table-cell: ଜରମଗୁଡ଼ା (367, 1801, 434, 1814)
table-cell: ୨ (1206, 1077, 1260, 1090)
table-cell: ୨୩।୧୦।୨୦୧୩ (13, 1840, 89, 1853)
table-cell: ଅତିରିକ୍ତ କାର୍ଯ୍ୟକ୍ରମ ଅଧିକାରୀ (143, 1814, 293, 1827)
post-table (1051, 1037, 1412, 1116)
ad-ref: ପତ୍ର ସଂଖ୍ୟା : ୨୬୫୨୩ (12, 1611, 97, 1622)
table-header: ପ୍ରାଧିକୃତ ଅଧିକାରୀ (143, 1775, 293, 1788)
issue-date: Friday, October 11 (1172, 100, 1348, 120)
dell-text: ଭୁବନେଶ୍ୱର,10-10(ବ୍ୟୁରୋ)- ଡେଲ୍ କମ୍ପାନୀର ପ୍ରଥମ ଏକ୍ସକ୍ଲୁସିଭ୍ ଷ୍ଟୋର ରାଜଧାନୀରେ ଖୋଲିଛି । ଏହି ଷ୍ଟୋରରେ ଡେଲ୍ର ସମସ୍ତ ଲାପଟପ୍, ଡେସ୍କଟପ୍ ଓ ଆନୁଷଙ୍ଗିକ ଉପକରଣ ଉପଲବ୍ଧ ରହିବ ବୋଲି କମ୍ପାନୀ ପକ୍ଷରୁ କୁହାଯାଇଛି । ଅଧିକାରୀମାନେ ଏହାର ଆନୁଷ୍ଠାନିକ ଉଦ୍ଘାଟନ କରିଥିଲେ । (6, 814, 356, 872)
ad-subhead: ଯାଞ୍ଚ ହେବାକୁ ଥିବା ବିଷୟ : (12, 1667, 123, 1681)
table-cell: ଚୋରହି, କାଞ୍ଚିଲି, ସୁଗ୍ରା, ଗାର୍ଡ଼ିକେଡାଲା, ବୁଣ୍ଡିଲି (47, 1342, 229, 1365)
form-field[interactable]: ୬. ଜନ୍ମ ତାରିଖ (974, 1449, 1354, 1462)
table-cell: Pr. Director of Audit, East Coast Railway, Bhubaneswar. (602, 1440, 728, 1473)
ad-heading: RECRUITMENT OF AUDITORS/ACCOUNTANTS UNDER SPORTS QUOTA FOR THE YEAR 2013 (573, 1181, 951, 1211)
photo-caption: ବୁଧବାର ନୂଆଦିଲ୍ଲୀଠାରେ ବଲିଉଡ୍ ଅଭିନେତ୍ରୀ ଐଶ୍ୱର୍ଯ୍ୟା ରାୟ ବଚ୍ଚନ ଲଙ୍ଗିନ୍ସ କନ୍କ୍ୱେଷ୍ଟ କ୍ଲାସିକ୍ କଲେକ୍ସନ୍ ବଜାର ପ୍ରବେଶ କରାଇଛନ୍ତି । (1158, 680, 1496, 708)
table-cell: ୪ (1312, 1064, 1412, 1077)
table-cell: 1 (879, 1427, 953, 1440)
table-header: ମହିଳା (1259, 1038, 1312, 1051)
ad-ref-row (574, 1845, 952, 1860)
docs-title: ଆବେଦନପତ୍ର ସହିତ ସଂଲଗ୍ନ କରିବାକୁ ଥିବା ପ୍ରମାଣପତ୍ର (974, 1561, 1181, 1572)
declaration: ମୁଁ ଏତଦ୍ୱାରା ଘୋଷଣା କରୁଅଛି ଯେ, ଉପରୋକ୍ତ ସମସ୍ତ ତଥ୍ୟ ମୋ ଜ୍ଞାନରେ ସତ୍ୟ ଅଟେ । (974, 1534, 1285, 1545)
ad-paragraph: ବାଛିବା ପ୍ରକ୍ରିୟା: ଲିଖିତ ପରୀକ୍ଷା ଓ ପ୍ରାକ୍ଟିକାଲ ପରୀକ୍ଷା (Practical) ମାଧ୍ୟମରେ ପ୍ରାର୍ଥୀ ଚୟନ କରାଯିବ । ଲିଖିତ ପରୀକ୍ଷାରେ ୭୦ ନମ୍ବର ଏବଂ ପ୍ରାକ୍ଟିକାଲ ପରୀକ୍ଷାରେ ୩୦ ନମ୍ବର ରହିବ । ପାରିଶ୍ରମିକ (Consolidated Monthly Remuneration) ମାସିକ ୫,୭୦୦/- ଟଙ୍କା ଦିଆଯିବ । (974, 1211, 1490, 1233)
table-cell (602, 1427, 728, 1440)
table-cell: Badminton (728, 1440, 809, 1473)
table-cell (367, 1840, 434, 1853)
table-row (13, 1365, 556, 1388)
ad-body: Applications are invited from the eligible Indian Citizens for recruitment to the Post of Auditors/ Accountants (Group-C) against Sports Quota in the Pay Band of Rs. 5200-20200 with Grade Pay of Rs. 2800/- against 03 vacancies in different offices as per details given below. (573, 1211, 953, 1284)
table-header: ବର୍ଗ (1122, 1038, 1206, 1051)
issue-year: 2013 (1380, 100, 1500, 120)
table-cell: ଅତିରିକ୍ତ କାର୍ଯ୍ୟକ୍ରମ ଅଧିକାରୀ (143, 1801, 293, 1814)
table-cell: 1 (879, 1440, 953, 1473)
ad-signature: ସ୍ୱା./- (ହେରିଶଚନ୍ଦ୍ର ପାତ୍ର), ଜିଲ୍ଲା ମୁଖ୍ୟ ପ୍ରାଣୀଚିକିତ୍ସା ଅଧିକାରୀ, ଗଞ୍ଜାମ, ବ୍ରହ୍ମପୁର (1166, 1661, 1490, 1672)
story-text: ବମ୍ବେ,10-10(ପି.ଟି.)-ରପ୍ତାନିକାରୀମାନେ ଆମେରିକୀୟ ଡଲାର ବିକ୍ରି କରିବା ଫଳରେ ଗୁରୁବାର ଡଲାର ତୁଳନାରେ ଟଙ୍କାର ବିନିମୟ ମୂଲ୍ୟରେ 54 ପଇସା ବୃଦ୍ଧି ଘଟିଛି । ଫଳରେ ଟଙ୍କାର ମୂଲ୍ୟ 61.39 ରେ ପହଞ୍ଚିଛି । ବୁଧବାର ଏହା 61.93 ରେ ବନ୍ଦ ହୋଇଥିଲା । ଆନ୍ତଃବ୍ୟାଙ୍କ ବୈଦେଶିକ ବିନିମୟ ବଜାରରେ ଗୁରୁବାର ଟଙ୍କା ମୂଲ୍ୟ 62.20 ରୁ ଆରମ୍ଭ ହୋଇ 62.29 କୁ ଖସିଯାଇଥିଲା । କିନ୍ତୁ ପରେ ରପ୍ତାନିକାରୀମାନେ ଡଲାର ବିକ୍ରି କରିବା ଫଳରେ ଟଙ୍କା ମୂଲ୍ୟରେ 54 ପଇସା ବୃଦ୍ଧି ହୋଇ ଶେଷରେ 61.39 ରେ ବନ୍ଦ ହୋଇଥିଲା । (972, 194, 1152, 401)
subhead: ଏନ୍ଏସ୍ଇଏଲ୍ ପ୍ରସଙ୍ଗ (386, 230, 553, 251)
table-cell: ୪ (1206, 1090, 1260, 1103)
ad-body: Application is invited from credible Agency/NGOs for supply of ELECTRICAL & PLUMBER SERVICES to DHH, Baripada. The Agency/Firms/NGOs must be a registered one for more than three years and proven experience of working in the related field for minimum of at least 3 years, it is mandatory that the Agency/Firms/ NGOs should have an office in the district. Interested parties/organisation/agencies should submit their proposals in prescribed format (technical as well as financial bids under 2 bid system) along with all supporting documents in sealed envelope separately through Speed Post/Registered Post addressed to the Asst. District Medical Officer (Medical), DHH Baripada, Mayurbhanj, PIN - 757001 on or before 26.10.2013 upto 4 P.M. in the prescribed application format available in the website www.mayurbhanj.nic.in. The application/proposals shall be opened on 28.10.2013 at 11.00 A.M. in the Office of the undersigned in the presence of parties/agencies or their authorised representatives. The authority reserves right for cancellation/modification of selection without assigning any reason thereof. (574, 1862, 952, 2128)
table-header: ପରିଚାଳନା ଦାୟିତ୍ୱରେ ଥିବା ଅଧିକାରୀଙ୍କ ନାମ (350, 1319, 555, 1342)
table-cell: ୩ (1206, 1064, 1260, 1077)
kolabira-schedule-table (12, 1775, 556, 1854)
ad-signature: ସ୍ୱା./- ଗୋଷ୍ଠୀ ଉନ୍ନୟନ ତଥା କାର୍ଯ୍ୟକ୍ରମ ଅଧିକାରୀ, କୋଲନରା (323, 1415, 556, 1426)
accountant-general-ad (568, 1060, 958, 1700)
ad-body: ଏତଦ୍ୱାରା କୋଲନରା ବ୍ଲକ ଅନ୍ତର୍ଗତ ଜନସାଧାରଣଙ୍କୁ ଜଣାଇ ଦିଆଯାଉଅଛି ଯେ, ୨୦୧୨-୧୩ ଆର୍ଥିକ ବର୍ଷରେ ମହାତ୍ମା ଗାନ୍ଧୀ ଜାତୀୟ ଗ୍ରାମୀଣ ନିଶ୍ଚିତ କର୍ମନିଯୁକ୍ତି ଯୋଜନା ଅନ୍ତର୍ଗତ କାର୍ଯ୍ୟଗୁଡିକର ସାମାଜିକ ଅଡିଟ୍ ନିମ୍ନଲିଖିତ ତାରିଖରେ ସମ୍ପୃକ୍ତ ଗ୍ରାମପଞ୍ଚାୟତରେ ଅନୁଷ୍ଠିତ ହେବ । ଏଥିରେ ସମସ୍ତ ହିତାଧିକାରୀ, ଗ୍ରାମବାସୀ ଓ ଜନପ୍ରତିନିଧିମାନଙ୍କୁ ଯୋଗଦେବା ପାଇଁ ଅନୁରୋଧ କରାଯାଉଛି । (12, 1262, 556, 1296)
table-cell (574, 1355, 603, 1368)
form-field[interactable]: ୭. ଶିକ୍ଷାଗତ ଯୋଗ୍ୟତା (974, 1466, 1354, 1479)
photo-sign-1: LONGINES (1167, 224, 1230, 237)
table-cell: ସାମସିଂ (367, 1814, 434, 1827)
table-cell: ୨ (1052, 1064, 1122, 1077)
table-header: ତାରିଖ (293, 1775, 367, 1788)
form-field[interactable]: ୪. ଯୋଗାଯୋଗ ଠିକଣା (974, 1415, 1354, 1428)
table-cell: ମହିଳା କର୍ମୋଚ୍ଛୀ ଅଧିକାରୀ (434, 1814, 555, 1827)
gold-story (6, 140, 188, 525)
table-cell (293, 1840, 367, 1853)
table-cell: ୧ (1052, 1051, 1122, 1064)
rates-source: ଉତ୍ସ: ବ୍ୟାଙ୍କ (1024, 911, 1080, 921)
page-number: 13 (1409, 2, 1491, 70)
table-cell: Accountant General (G&SS Audit), Odisha, Bhubaneswar (602, 1381, 728, 1414)
ad-title: ପଞ୍ଚାୟତ ସମିତି କାର୍ଯ୍ୟାଳୟ, କୋଲାବିରା (61, 1574, 507, 1609)
ad-subtitle: ବିଜ୍ଞାପନ (204, 1227, 364, 1247)
rate-row: 1 ଡଲାର = 61.39 ଟଙ୍କା (980, 834, 1101, 847)
ad-note: For other details interested candidates may visit this Office Website at- http://www.agori.cag.gov.in (573, 1476, 894, 1498)
check-item: ୫. ମଷ୍ଟରରୋଲରେ ଉଲ୍ଲେଖିତ ମଜୁରୀ ପରିମାଣ ଠିକ୍ ଅଛି କି ନାହିଁ । (12, 1728, 244, 1739)
table-cell: ୨୪।୧୦।୨୦୧୩ (293, 1801, 367, 1814)
table-row (1052, 1090, 1412, 1103)
